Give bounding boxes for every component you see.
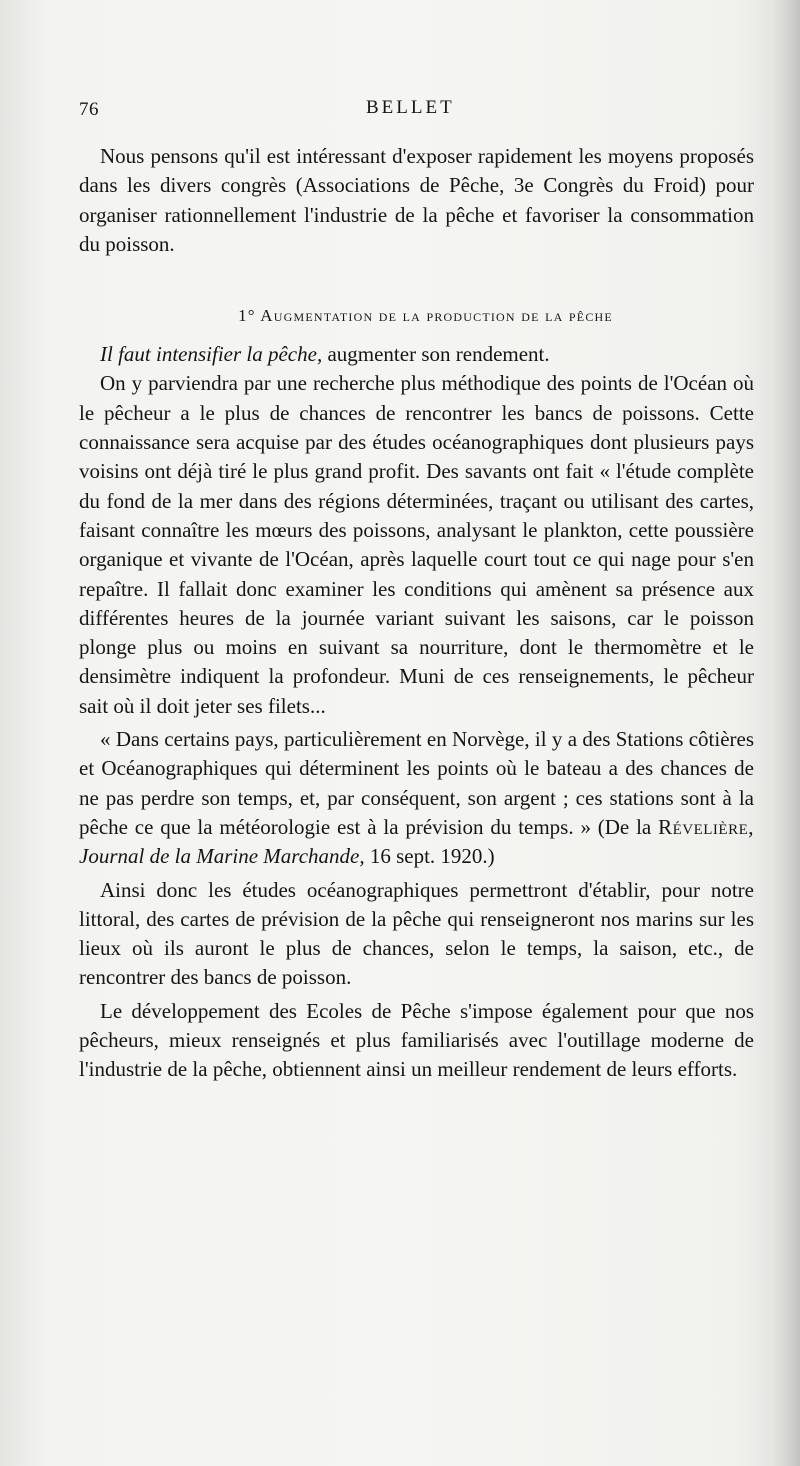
- page-number: 76: [79, 99, 99, 120]
- running-head: BELLET: [366, 97, 455, 118]
- quote-text: « Dans certains pays, particulièrement en Norvège, il y a des Stations côtières et Océanographiques qui déterminent les points où le bateau a des chances de ne pas perdre son temps, et, par conséquent, son argent ; ces stations sont à la pêche ce que la météorologie est à la prévision du temps. » (De la: [79, 727, 754, 839]
- lead-rest: augmenter son rendement.: [322, 342, 550, 367]
- lead-italic: Il faut intensifier la pêche,: [100, 342, 323, 367]
- section-heading: 1° Augmentation de la production de la pêche: [238, 306, 613, 326]
- quote-date: 16 sept. 1920.): [364, 844, 495, 869]
- quote-journal: Journal de la Marine Marchande,: [79, 844, 365, 869]
- intro-paragraph: Nous pensons qu'il est intéressant d'exposer rapidement les moyens proposés dans les divers congrès (Associations de Pêche, 3e Congrès du Froid) pour organiser rationnellement l'industrie de la pêche et favoriser la consommation du poisson.: [79, 144, 754, 256]
- lead-sentence: [79, 340, 754, 369]
- paragraph-oceanography: On y parviendra par une recherche plus méthodique des points de l'Océan où le pêcheur a le plus de chances de rencontrer les bancs de poissons. Cette connaissance sera acquise par des études océanographiques dont plusieurs pays voisins ont déjà tiré le plus grand profit. Des savants ont fait « l'étude complète du fond de la mer dans des régions déterminées, traçant ou utilisant des cartes, faisant connaître les mœurs des poissons, analysant le plankton, cette poussière organique et vivante de l'Océan, après laquelle court tout ce qui nage pour s'en repaître. Il fallait donc examiner les conditions qui amènent sa présence aux différentes heures de la journée variant suivant les saisons, car le poisson plonge plus ou moins en suivant sa nourriture, dont le thermomètre et le densimètre indiquent la profondeur. Muni de ces renseignements, le pêcheur sait où il doit jeter ses filets...: [79, 371, 754, 718]
- quote-author: Révelière,: [658, 814, 754, 839]
- quote-paragraph: [79, 725, 754, 871]
- paragraph-fishing-schools: Le développement des Ecoles de Pêche s'impose également pour que nos pêcheurs, mieux renseignés et plus familiarisés avec l'outillage moderne de l'industrie de la pêche, obtiennent ainsi un meilleur rendement de leurs efforts.: [79, 998, 754, 1082]
- page-gutter-shadow: [772, 0, 800, 1466]
- body-text: [79, 142, 754, 1085]
- paragraph-forecast-maps: Ainsi donc les études océanographiques permettront d'établir, pour notre littoral, des cartes de prévision de la pêche qui renseigneront nos marins sur les lieux où ils auront le plus de chances, selon le temps, la saison, etc., de rencontrer des bancs de poisson.: [79, 877, 754, 990]
